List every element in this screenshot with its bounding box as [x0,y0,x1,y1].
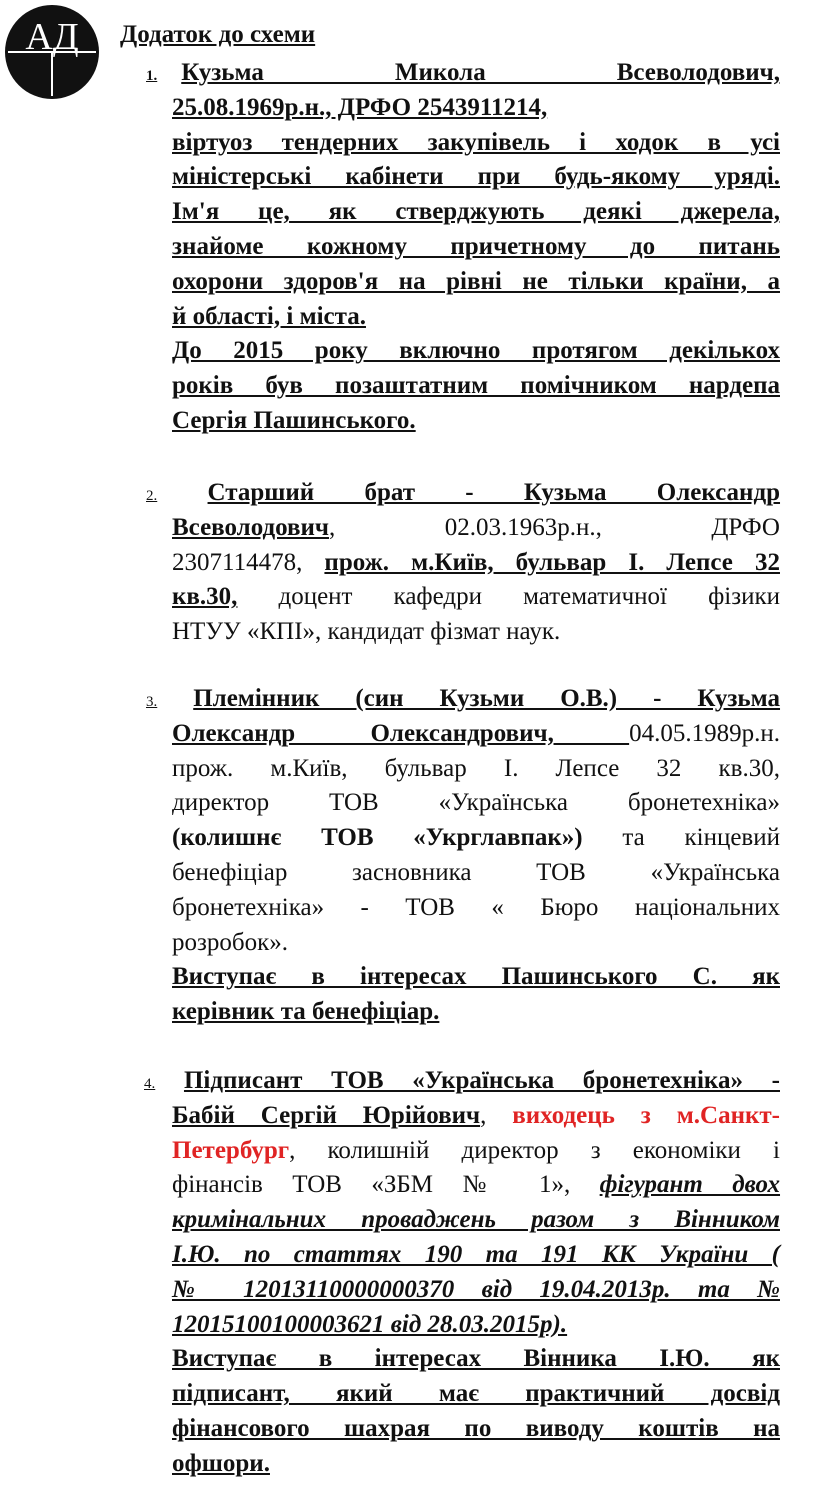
item-line: Підписант ТОВ «Українська бронетехніка» - [183,1067,780,1094]
item-number: 1. [146,68,158,84]
item-line: знайоме кожному причетному до питань [172,232,780,260]
item-line: підписант, який має практичний досвід [172,1380,780,1408]
item-line: Виступає в інтересах Вінника І.Ю. як [172,1345,780,1373]
logo [4,4,100,100]
highlight-text: виходець з м.Санкт- [512,1101,780,1129]
item-line: 12015100100003621 від 28.03.2015р). [172,1310,568,1338]
item-line: кримінальних проваджень разом з Вінником [172,1206,780,1234]
item-line: Старший брат - Кузьма Олександр [207,479,781,506]
item-line: Ім'я це, як стверджують деякі джерела, [172,198,780,226]
item-number: 4. [144,1076,156,1092]
logo-text: АД [25,16,79,58]
item-line: бенефіціар засновника ТОВ «Українська [172,858,780,886]
item-line: Кузьма Микола Всеволодович, [181,59,780,86]
item-line: фінансового шахрая по виводу коштів на [172,1414,780,1442]
item-line: № 12013110000000370 від 19.04.2013р. та № [172,1275,780,1303]
item-line: прож. м.Київ, бульвар І. Лепсе 32 кв.30, [172,754,780,782]
item-line: НТУУ «КПІ», кандидат фізмат наук. [172,618,561,646]
list-item-4: 4. Підписант ТОВ «Українська бронетехніка» - Бабій Сергій Юрійович, виходець з м.Санкт- Петербург, колишній директор з економіки і фінансів ТОВ «ЗБМ № 1», фігурант двох кримінальних проваджень разом з Вінником І.Ю. по статтях 190 та 191 КК України ( № 12013110000000370 від 19.04.2013р. та № 12015100100003621 від 28.03.2015р). Виступає в інтересах Вінника І.Ю. як підписант, який має практичний досвід фінансового шахрая по виводу коштів на офшори. [146,1064,780,1482]
item-line: охорони здоров'я на рівні не тільки країни, а [172,267,780,295]
item-line: Виступає в інтересах Пашинського С. як [172,963,780,991]
list-item-3: 3. Племінник (син Кузьми О.В.) - Кузьма Олександр Олександрович, 04.05.1989р.н. прож. м.Київ, бульвар І. Лепсе 32 кв.30, директор ТОВ «Українська бронетехніка» (колишнє ТОВ «Укрглавпак») та кінцевий бенефіціар засновника ТОВ «Українська бронетехніка» - ТОВ « Бюро національних розробок». Виступає в інтересах Пашинського С. як керівник та бенефіціар. [146,682,780,1030]
item-line: бронетехніка» - ТОВ « Бюро національних [172,893,780,921]
item-line: керівник та бенефіціар. [172,998,440,1026]
item-line: років був позаштатним помічником нардепа [172,372,780,400]
highlight-text: Петербург [172,1136,290,1164]
item-line: Сергія Пашинського. [172,406,416,434]
item-line: 25.08.1969р.н., ДРФО 2543911214, [172,93,548,121]
item-line: Племінник (син Кузьми О.В.) - Кузьма [193,685,781,712]
document-heading: Додаток до схеми [120,21,316,48]
item-line: директор ТОВ «Українська бронетехніка» [172,789,780,817]
list-item-1 [146,56,780,439]
item-line: міністерські кабінети при будь-якому уряді. [172,163,780,191]
item-number: 3. [146,694,158,710]
item-line: розробок». [172,928,288,956]
list-item-2: 2. Старший брат - Кузьма Олександр Всеволодович, 02.03.1963р.н., ДРФО 2307114478, прож. м.Київ, бульвар І. Лепсе 32 кв.30, доцент кафедри математичної фізики НТУУ «КПІ», кандидат фізмат наук. [146,476,780,650]
logo-mark [4,4,100,100]
item-line: й області, і міста. [172,302,366,330]
item-line: офшори. [172,1449,270,1477]
item-line: І.Ю. по статтях 190 та 191 КК України ( [172,1240,780,1268]
item-number: 2. [146,488,158,504]
item-line: віртуоз тендерних закупівель і ходок в усі [172,128,780,156]
item-line: До 2015 року включно протягом декількох [172,337,780,365]
